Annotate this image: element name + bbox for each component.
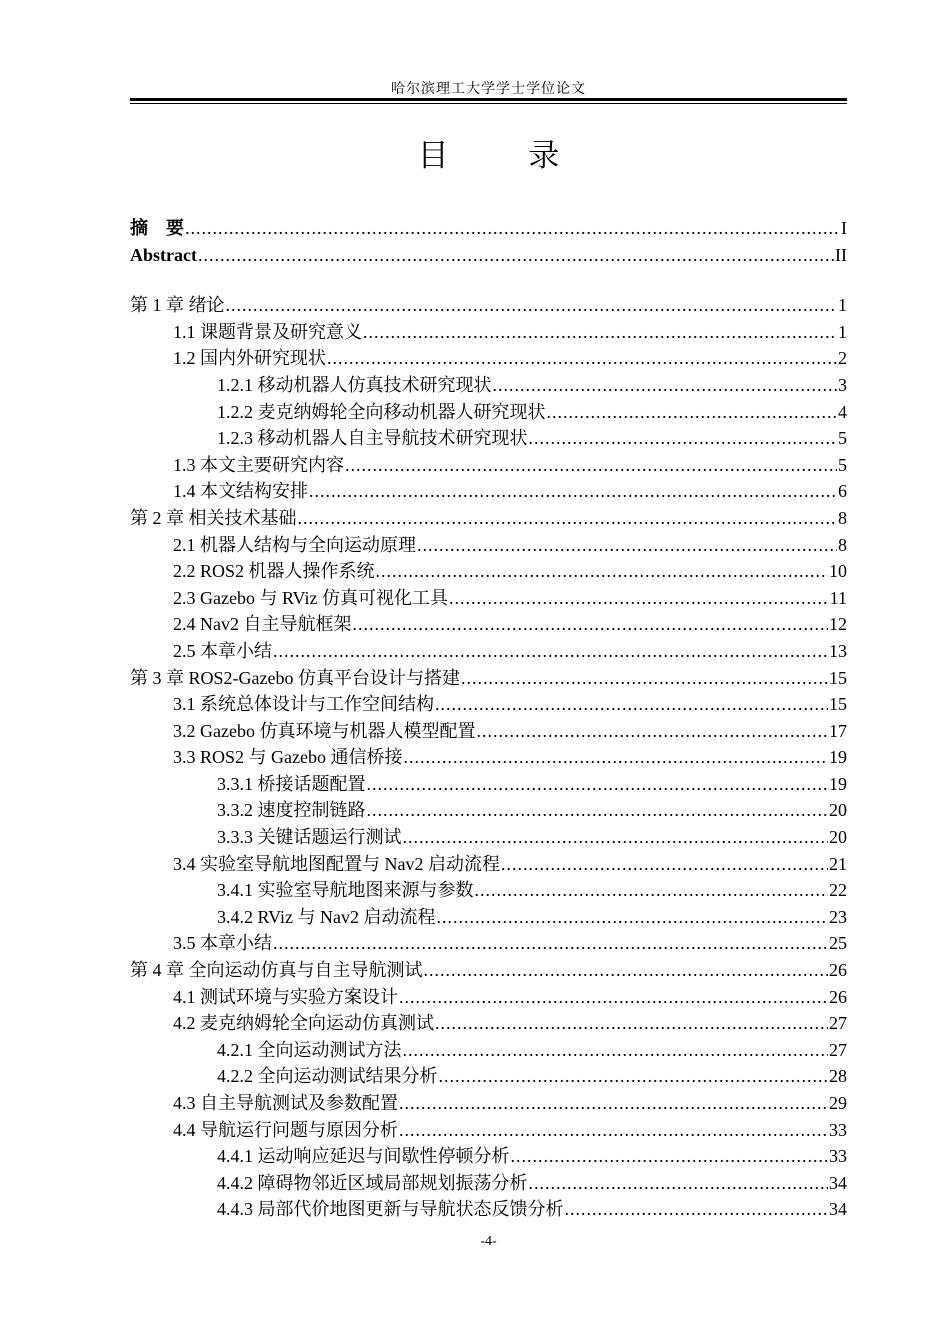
table-of-contents <box>130 215 847 1223</box>
toc-section-entry[interactable] <box>130 1063 847 1090</box>
toc-leader-dots <box>273 930 828 957</box>
toc-entry-label: 1.2 国内外研究现状 <box>173 348 326 369</box>
toc-leader-dots <box>403 744 828 771</box>
toc-entry-label: 4.4.3 局部代价地图更新与导航状态反馈分析 <box>217 1199 564 1220</box>
toc-leader-dots <box>198 242 834 269</box>
toc-leader-dots <box>493 372 838 399</box>
toc-entry-label: 第 1 章 绪论 <box>130 295 225 316</box>
toc-entry-page: 15 <box>829 694 847 715</box>
toc-spacer <box>130 268 847 292</box>
toc-section-entry[interactable] <box>130 1037 847 1064</box>
toc-entry-label: 2.2 ROS2 机器人操作系统 <box>173 561 375 582</box>
toc-leader-dots <box>367 771 829 798</box>
toc-section-entry[interactable] <box>130 638 847 665</box>
toc-entry-label: 3.3 ROS2 与 Gazebo 通信桥接 <box>173 747 403 768</box>
toc-entry-label: 3.4 实验室导航地图配置与 Nav2 启动流程 <box>173 853 500 874</box>
toc-entry-label: 3.4.1 实验室导航地图来源与参数 <box>217 880 474 901</box>
toc-section-entry[interactable] <box>130 1117 847 1144</box>
toc-entry-page: 15 <box>829 667 847 688</box>
toc-section-entry[interactable] <box>130 399 847 426</box>
toc-leader-dots <box>399 1117 828 1144</box>
toc-entry-page: 34 <box>829 1172 847 1193</box>
toc-section-entry[interactable] <box>130 984 847 1011</box>
toc-entry-page: 27 <box>829 1013 847 1034</box>
toc-section-entry[interactable] <box>130 345 847 372</box>
toc-entry-page: I <box>841 218 847 238</box>
toc-section-entry[interactable] <box>130 851 847 878</box>
toc-chapter-entry[interactable] <box>130 957 847 984</box>
toc-title: 目 录 <box>417 138 596 173</box>
toc-leader-dots <box>273 638 828 665</box>
toc-entry-page: 4 <box>838 401 847 422</box>
toc-entry-page: 34 <box>829 1199 847 1220</box>
toc-entry-page: 22 <box>829 880 847 901</box>
toc-entry-page: 21 <box>829 853 847 874</box>
toc-entry-page: 28 <box>829 1066 847 1087</box>
toc-entry-page: 1 <box>838 295 847 316</box>
toc-section-entry[interactable] <box>130 1170 847 1197</box>
toc-entry-label: 第 3 章 ROS2-Gazebo 仿真平台设计与搭建 <box>130 667 460 688</box>
toc-leader-dots <box>353 611 829 638</box>
toc-entry-page: 17 <box>829 720 847 741</box>
toc-section-entry[interactable] <box>130 824 847 851</box>
toc-section-entry[interactable] <box>130 1090 847 1117</box>
toc-entry-page: 8 <box>838 534 847 555</box>
toc-section-entry[interactable] <box>130 478 847 505</box>
toc-entry-page: 1 <box>838 321 847 342</box>
toc-entry-label: 2.5 本章小结 <box>173 640 272 661</box>
toc-entry-page: 11 <box>829 587 847 608</box>
toc-section-entry[interactable] <box>130 585 847 612</box>
toc-entry-page: 12 <box>829 614 847 635</box>
toc-leader-dots <box>363 319 837 346</box>
toc-entry-label: 2.4 Nav2 自主导航框架 <box>173 614 352 635</box>
toc-section-entry[interactable] <box>130 797 847 824</box>
toc-section-entry[interactable] <box>130 319 847 346</box>
toc-entry-page: 19 <box>829 773 847 794</box>
toc-section-entry[interactable] <box>130 452 847 479</box>
toc-leader-dots <box>345 452 837 479</box>
toc-entry-page: 8 <box>838 507 847 528</box>
toc-entry-page: 5 <box>838 428 847 449</box>
toc-leader-dots <box>461 665 828 692</box>
toc-entry-page: 33 <box>829 1146 847 1167</box>
toc-leader-dots <box>565 1196 829 1223</box>
toc-entry-label: 4.3 自主导航测试及参数配置 <box>173 1093 398 1113</box>
toc-leader-dots <box>403 824 829 851</box>
header-rule-thin <box>130 103 847 104</box>
toc-entry-label: 1.1 课题背景及研究意义 <box>173 321 362 342</box>
toc-section-entry[interactable] <box>130 930 847 957</box>
toc-entry-label: 4.2.1 全向运动测试方法 <box>217 1039 402 1060</box>
toc-entry-label: 1.2.1 移动机器人仿真技术研究现状 <box>217 374 492 395</box>
toc-entry-page: 33 <box>829 1119 847 1140</box>
toc-leader-dots <box>298 505 838 532</box>
toc-entry-label: 4.1 测试环境与实验方案设计 <box>173 986 398 1007</box>
toc-section-entry[interactable] <box>130 1143 847 1170</box>
toc-entry-label: 3.2 Gazebo 仿真环境与机器人模型配置 <box>173 720 476 741</box>
toc-leader-dots <box>417 532 837 559</box>
toc-entry-label: 3.3.3 关键话题运行测试 <box>217 827 402 848</box>
toc-leader-dots <box>226 292 838 319</box>
running-header: 哈尔滨理工大学学士学位论文 <box>391 82 586 97</box>
toc-entry-label: 摘 要 <box>130 218 184 238</box>
toc-section-entry[interactable] <box>130 532 847 559</box>
toc-section-entry[interactable] <box>130 877 847 904</box>
toc-leader-dots <box>367 797 829 824</box>
toc-leader-dots <box>327 345 837 372</box>
toc-entry-page: II <box>835 244 847 265</box>
toc-section-entry[interactable] <box>130 904 847 931</box>
toc-section-entry[interactable] <box>130 558 847 585</box>
toc-leader-dots <box>399 1090 828 1117</box>
toc-entry-label: 2.1 机器人结构与全向运动原理 <box>173 534 416 555</box>
toc-entry-page: 20 <box>829 800 847 821</box>
toc-entry-label: 3.1 系统总体设计与工作空间结构 <box>173 694 434 715</box>
toc-leader-dots <box>424 957 829 984</box>
toc-entry-page: 6 <box>838 481 847 502</box>
toc-section-entry[interactable] <box>130 691 847 718</box>
toc-chapter-entry[interactable] <box>130 665 847 692</box>
toc-entry-label: Abstract <box>130 244 197 265</box>
toc-entry-page: 29 <box>829 1093 847 1113</box>
toc-leader-dots <box>435 1010 828 1037</box>
toc-leader-dots <box>185 215 840 242</box>
toc-entry-label: 4.4.2 障碍物邻近区域局部规划振荡分析 <box>217 1172 528 1193</box>
toc-entry-page: 23 <box>829 906 847 927</box>
toc-entry-page: 13 <box>829 640 847 661</box>
toc-entry-label: 3.5 本章小结 <box>173 933 272 954</box>
toc-entry-label: 1.4 本文结构安排 <box>173 481 308 502</box>
toc-entry-label: 4.4 导航运行问题与原因分析 <box>173 1119 398 1140</box>
toc-entry-page: 27 <box>829 1039 847 1060</box>
toc-leader-dots <box>376 558 828 585</box>
toc-leader-dots <box>529 1170 829 1197</box>
toc-leader-dots <box>435 691 828 718</box>
toc-leader-dots <box>309 478 837 505</box>
toc-entry-page: 25 <box>829 933 847 954</box>
toc-entry-page: 26 <box>829 960 847 981</box>
toc-entry-label: 4.2.2 全向运动测试结果分析 <box>217 1066 438 1087</box>
toc-entry-page: 5 <box>838 454 847 475</box>
toc-section-entry[interactable] <box>130 771 847 798</box>
toc-entry-label: 4.4.1 运动响应延迟与间歇性停顿分析 <box>217 1146 510 1167</box>
toc-entry-abstract-en[interactable] <box>130 242 847 269</box>
toc-section-entry[interactable] <box>130 611 847 638</box>
toc-leader-dots <box>547 399 838 426</box>
toc-section-entry[interactable] <box>130 425 847 452</box>
toc-leader-dots <box>449 585 829 612</box>
toc-entry-page: 20 <box>829 827 847 848</box>
toc-leader-dots <box>501 851 828 878</box>
toc-section-entry[interactable] <box>130 1010 847 1037</box>
toc-leader-dots <box>399 984 828 1011</box>
toc-entry-label: 3.3.2 速度控制链路 <box>217 800 366 821</box>
toc-entry-label: 1.2.2 麦克纳姆轮全向移动机器人研究现状 <box>217 401 546 422</box>
toc-entry-label: 3.3.1 桥接话题配置 <box>217 773 366 794</box>
toc-section-entry[interactable] <box>130 744 847 771</box>
toc-chapter-entry[interactable] <box>130 505 847 532</box>
page-number: -4- <box>480 1234 497 1249</box>
header-rule-thick <box>130 98 847 101</box>
toc-entry-label: 4.2 麦克纳姆轮全向运动仿真测试 <box>173 1013 434 1034</box>
toc-entry-abstract-cn[interactable] <box>130 215 847 242</box>
toc-section-entry[interactable] <box>130 372 847 399</box>
toc-leader-dots <box>439 1063 829 1090</box>
toc-entry-page: 26 <box>829 986 847 1007</box>
toc-entry-label: 2.3 Gazebo 与 RViz 仿真可视化工具 <box>173 587 448 608</box>
toc-leader-dots <box>403 1037 829 1064</box>
toc-entry-page: 3 <box>838 374 847 395</box>
toc-entry-label: 第 2 章 相关技术基础 <box>130 507 297 528</box>
toc-section-entry[interactable] <box>130 1196 847 1223</box>
toc-leader-dots <box>436 904 828 931</box>
toc-leader-dots <box>476 718 828 745</box>
toc-entry-page: 19 <box>829 747 847 768</box>
toc-section-entry[interactable] <box>130 718 847 745</box>
toc-entry-page: 2 <box>838 348 847 369</box>
toc-leader-dots <box>511 1143 829 1170</box>
toc-entry-page: 10 <box>829 561 847 582</box>
toc-entry-label: 1.3 本文主要研究内容 <box>173 454 344 475</box>
toc-entry-label: 3.4.2 RViz 与 Nav2 启动流程 <box>217 906 436 927</box>
toc-entry-label: 1.2.3 移动机器人自主导航技术研究现状 <box>217 428 528 449</box>
toc-leader-dots <box>529 425 838 452</box>
toc-leader-dots <box>475 877 829 904</box>
toc-entry-label: 第 4 章 全向运动仿真与自主导航测试 <box>130 960 423 981</box>
toc-chapter-entry[interactable] <box>130 292 847 319</box>
